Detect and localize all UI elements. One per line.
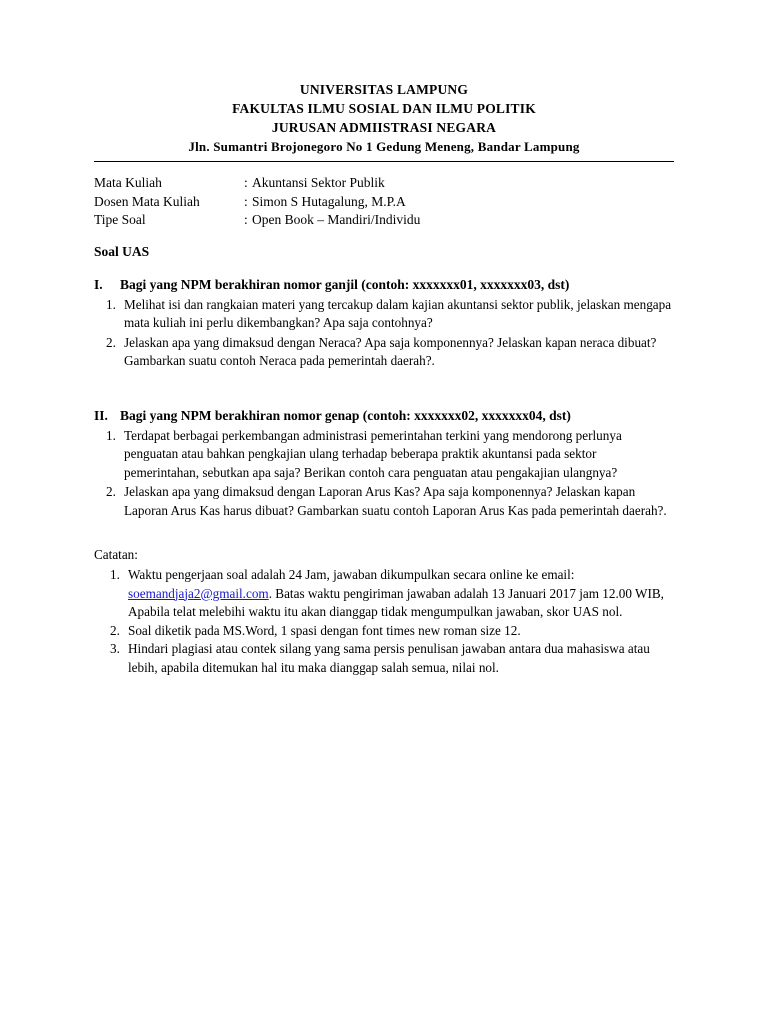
- section-even-title: Bagi yang NPM berakhiran nomor genap (contoh: xxxxxxx02, xxxxxxx04, dst): [120, 407, 571, 423]
- header-faculty: FAKULTAS ILMU SOSIAL DAN ILMU POLITIK: [232, 101, 536, 116]
- header-university: UNIVERSITAS LAMPUNG: [299, 82, 469, 97]
- question-text: Jelaskan apa yang dimaksud dengan Laporan Arus Kas? Apa saja komponennya? Jelaskan kapan Laporan Arus Kas harus dibuat? Gambarkan suatu contoh Laporan Arus Kas pada pemerintah daerah?.: [124, 484, 667, 518]
- section-odd-number: I.: [94, 276, 103, 292]
- section-odd: [94, 276, 674, 371]
- question-text: Jelaskan apa yang dimaksud dengan Neraca? Apa saja komponennya? Jelaskan kapan neraca dibuat? Gambarkan suatu contoh Neraca pada pemerintah daerah?.: [124, 334, 657, 368]
- table-row: [94, 174, 420, 193]
- question-number: 1.: [106, 427, 116, 443]
- list-item: [94, 427, 674, 483]
- question-number: 1.: [106, 296, 116, 312]
- meta-sep-course: :: [244, 175, 248, 190]
- question-number: 2.: [106, 484, 116, 499]
- table-row: [94, 193, 420, 212]
- list-item: [94, 296, 674, 333]
- notes-block: [94, 546, 674, 677]
- section-odd-questions: [94, 296, 674, 371]
- section-odd-heading: [94, 276, 674, 294]
- note-number: 3.: [110, 641, 120, 656]
- header-address: Jln. Sumantri Brojonegoro No 1 Gedung Meneng, Bandar Lampung: [188, 139, 580, 154]
- section-even-heading: [94, 407, 674, 425]
- list-item: [94, 640, 674, 677]
- meta-label-type: Tipe Soal: [94, 212, 146, 227]
- section-even-questions: [94, 427, 674, 521]
- list-item: [94, 622, 674, 641]
- header-department: JURUSAN ADMIISTRASI NEGARA: [271, 120, 497, 135]
- exam-title: Soal UAS: [94, 243, 150, 259]
- question-text: Melihat isi dan rangkaian materi yang tercakup dalam kajian akuntansi sektor publik, jelaskan mengapa mata kuliah ini perlu dikembangkan? Apa saja contohnya?: [124, 296, 672, 330]
- table-row: [94, 211, 420, 230]
- note-text: [128, 566, 674, 622]
- question-number: 2.: [106, 334, 116, 350]
- section-even-number: II.: [94, 407, 108, 423]
- list-item: [94, 483, 674, 520]
- meta-label-course: Mata Kuliah: [94, 175, 162, 190]
- meta-label-lecturer: Dosen Mata Kuliah: [94, 193, 200, 209]
- course-meta-table: [94, 174, 420, 230]
- notes-list: [94, 566, 674, 677]
- notes-label: Catatan:: [94, 547, 138, 562]
- note-text: Soal diketik pada MS.Word, 1 spasi dengan font times new roman size 12.: [128, 622, 521, 638]
- section-odd-title: Bagi yang NPM berakhiran nomor ganjil (contoh: xxxxxxx01, xxxxxxx03, dst): [120, 276, 570, 292]
- note-text-post: . Batas waktu pengiriman jawaban adalah 13 Januari 2017 jam 12.00 WIB, Apabila telat melebihi waktu itu akan dianggap tidak mengumpulkan jawaban, skor UAS nol.: [128, 585, 664, 619]
- meta-value-lecturer: Simon S Hutagalung, M.P.A: [252, 193, 406, 209]
- meta-value-course: Akuntansi Sektor Publik: [252, 175, 385, 190]
- note-text: Hindari plagiasi atau contek silang yang sama persis penulisan jawaban antara dua mahasiswa atau lebih, apabila ditemukan hal itu maka dianggap salah semua, nilai nol.: [128, 641, 650, 675]
- meta-sep-lecturer: :: [244, 193, 248, 209]
- meta-value-type: Open Book – Mandiri/Individu: [252, 212, 421, 227]
- note-number: 2.: [110, 622, 120, 638]
- header-divider: [94, 161, 674, 162]
- meta-sep-type: :: [244, 212, 248, 227]
- email-link[interactable]: soemandjaja2@gmail.com: [128, 585, 269, 601]
- list-item: [94, 566, 674, 622]
- document-header: [94, 80, 674, 159]
- note-number: 1.: [110, 567, 120, 582]
- list-item: [94, 334, 674, 371]
- question-text: Terdapat berbagai perkembangan administrasi pemerintahan terkini yang mendorong perlunya penguatan atau bahkan pengkajian ulang terhadap beberapa praktik akuntansi pada sektor pemerintahan, sebutkan apa saja? Berikan contoh cara penguatan atau pengakajian ulangnya?: [124, 427, 622, 480]
- section-spacer: [94, 377, 674, 407]
- notes-spacer: [94, 526, 674, 546]
- section-even: [94, 407, 674, 521]
- note-text-pre: Waktu pengerjaan soal adalah 24 Jam, jawaban dikumpulkan secara online ke email:: [128, 567, 575, 582]
